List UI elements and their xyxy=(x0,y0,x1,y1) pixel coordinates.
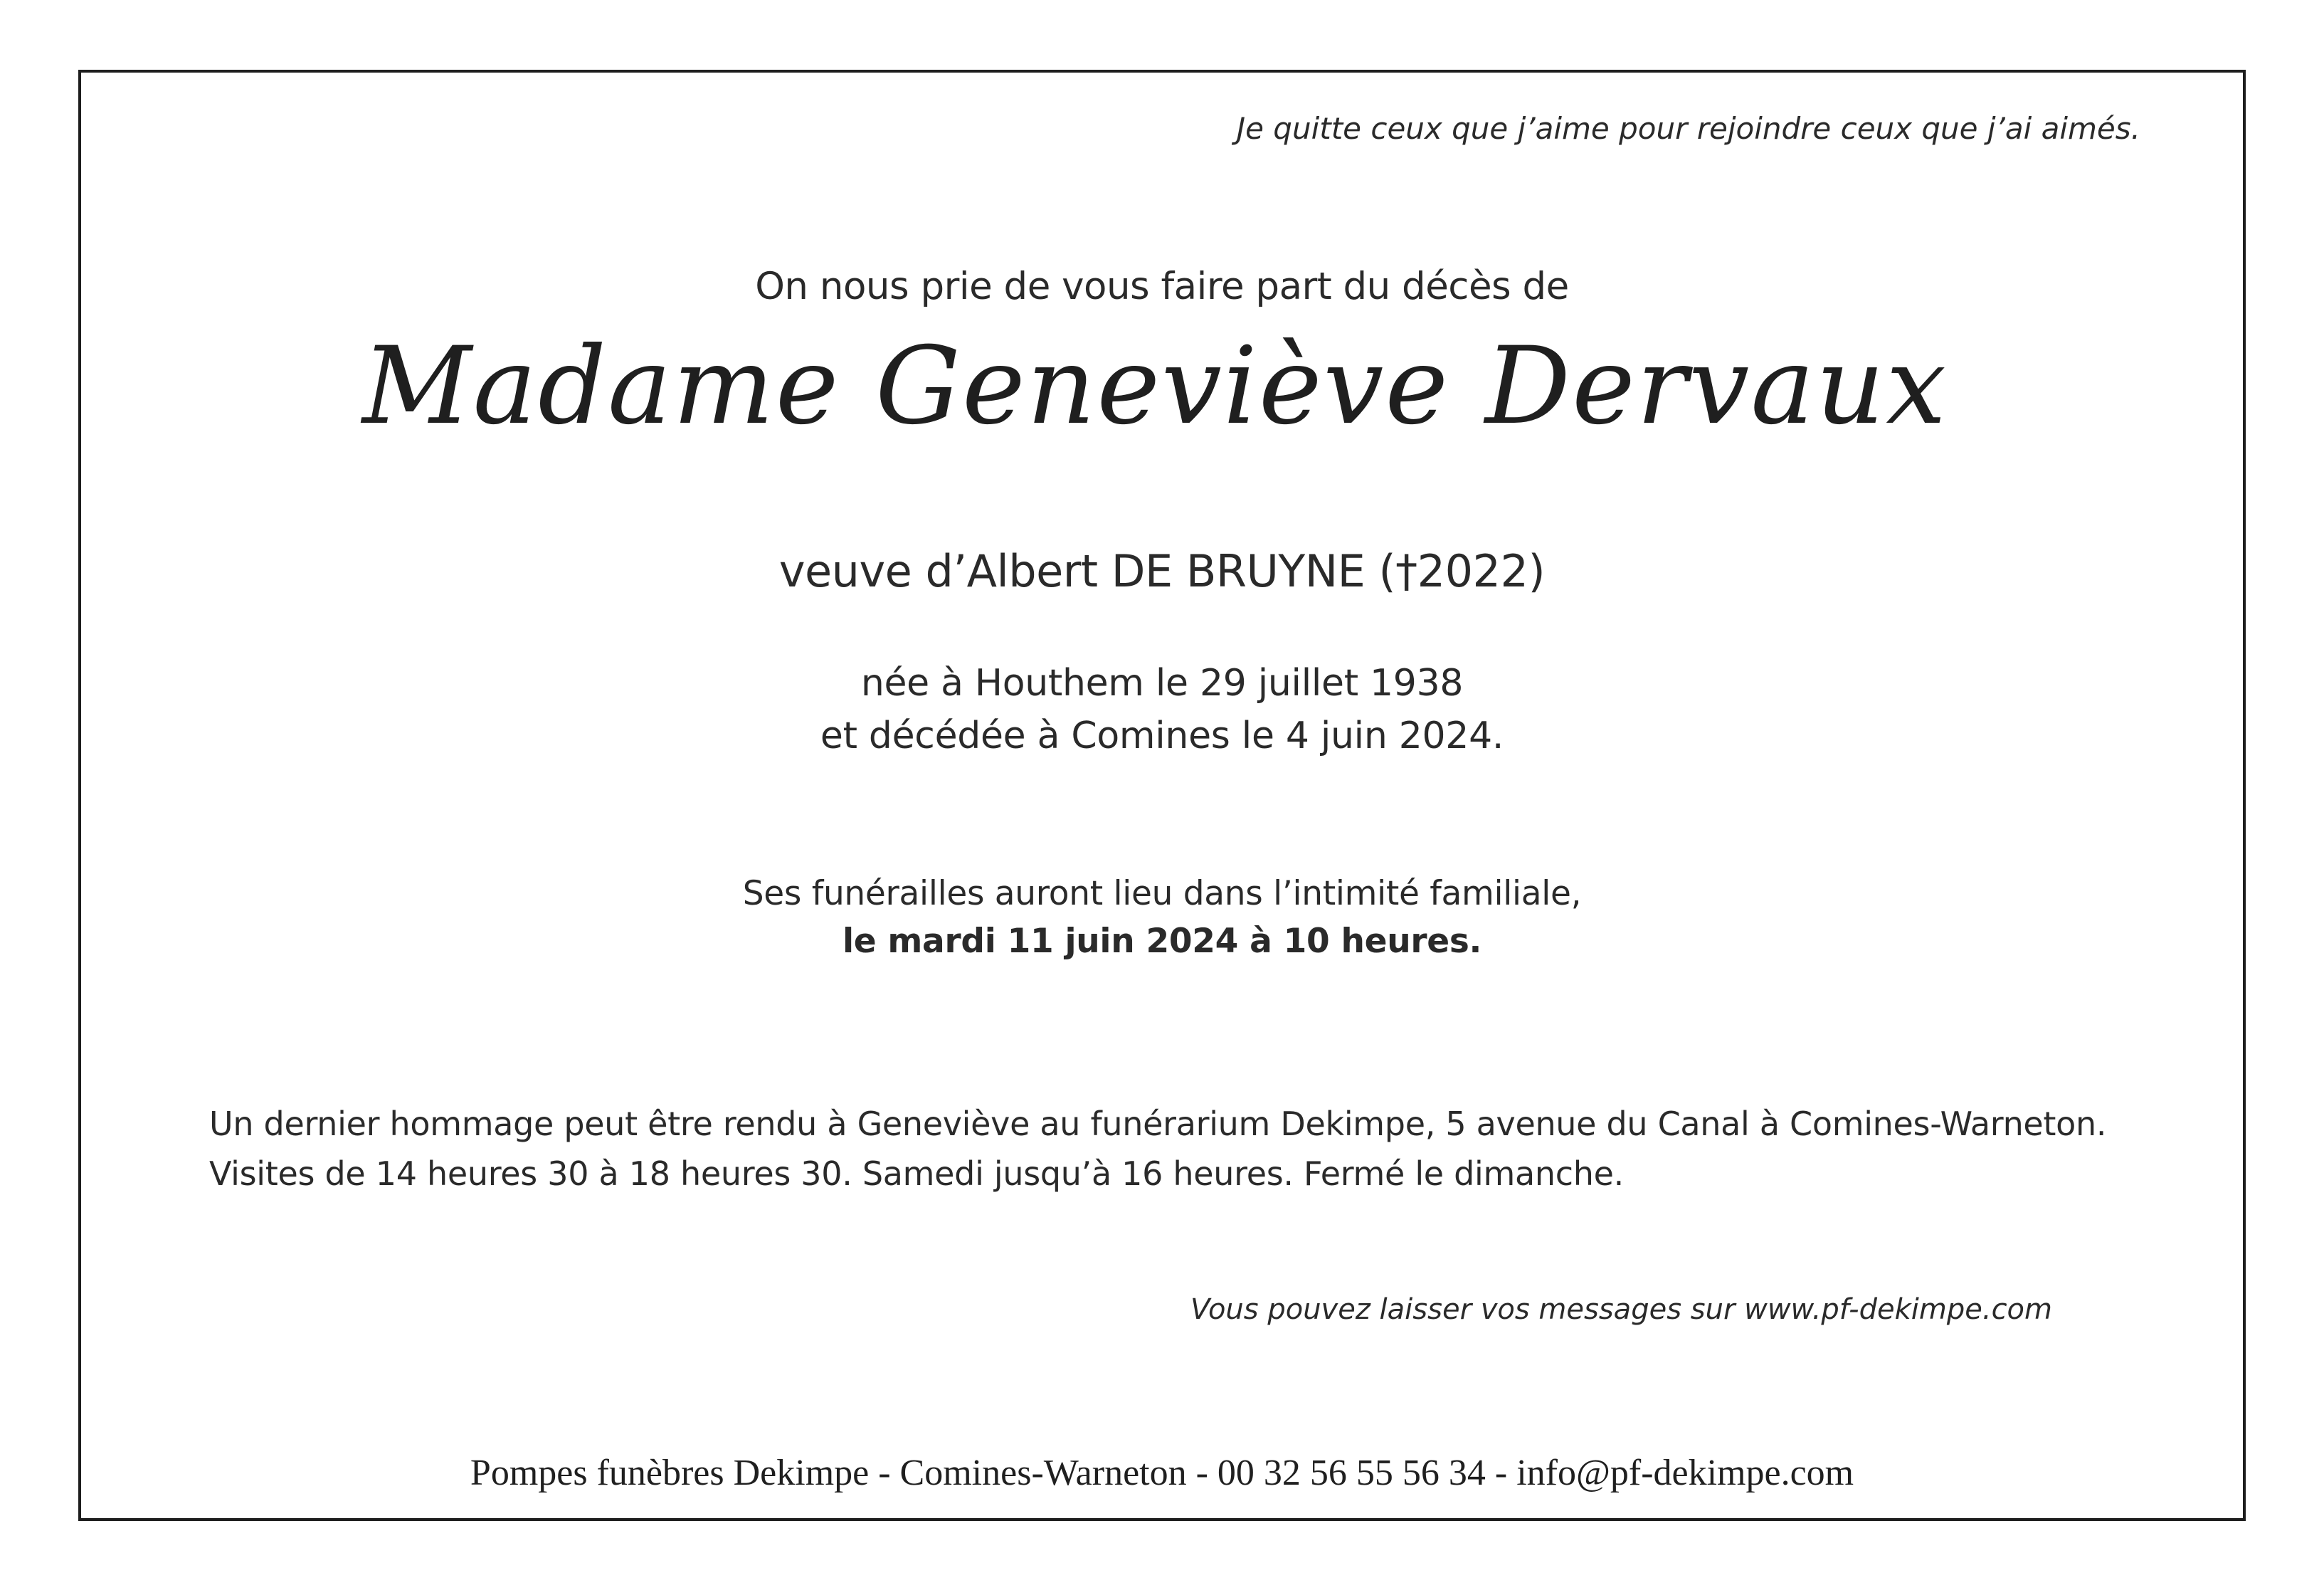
widow-of-text: veuve d’Albert DE BRUYNE (†2022) xyxy=(778,545,1546,597)
funeral-date: le mardi 11 juin 2024 à 10 heures. xyxy=(842,922,1482,961)
epigraph-quote: Je quitte ceux que j’aime pour rejoindre ceux que j’ai aimés. xyxy=(1236,111,2140,146)
visiting-hours: Visites de 14 heures 30 à 18 heures 30. Samedi jusqu’à 16 heures. Fermé le dimanche. xyxy=(209,1154,1624,1193)
funeral-home-footer: Pompes funèbres Dekimpe - Comines-Warneton - 00 32 56 55 56 34 - info@pf-dekimpe.com xyxy=(470,1453,1854,1493)
death-text: et décédée à Comines le 4 juin 2024. xyxy=(820,715,1504,757)
messages-info: Vous pouvez laisser vos messages sur www.pf-dekimpe.com xyxy=(1190,1293,2052,1326)
tribute-info: Un dernier hommage peut être rendu à Geneviève au funérarium Dekimpe, 5 avenue du Canal à Comines-Warneton. xyxy=(209,1105,2107,1143)
deceased-name: Madame Geneviève Dervaux xyxy=(362,325,1948,448)
intro-text: On nous prie de vous faire part du décès de xyxy=(755,265,1569,308)
birth-text: née à Houthem le 29 juillet 1938 xyxy=(860,662,1464,705)
funeral-info: Ses funérailles auront lieu dans l’intimité familiale, xyxy=(742,874,1582,913)
